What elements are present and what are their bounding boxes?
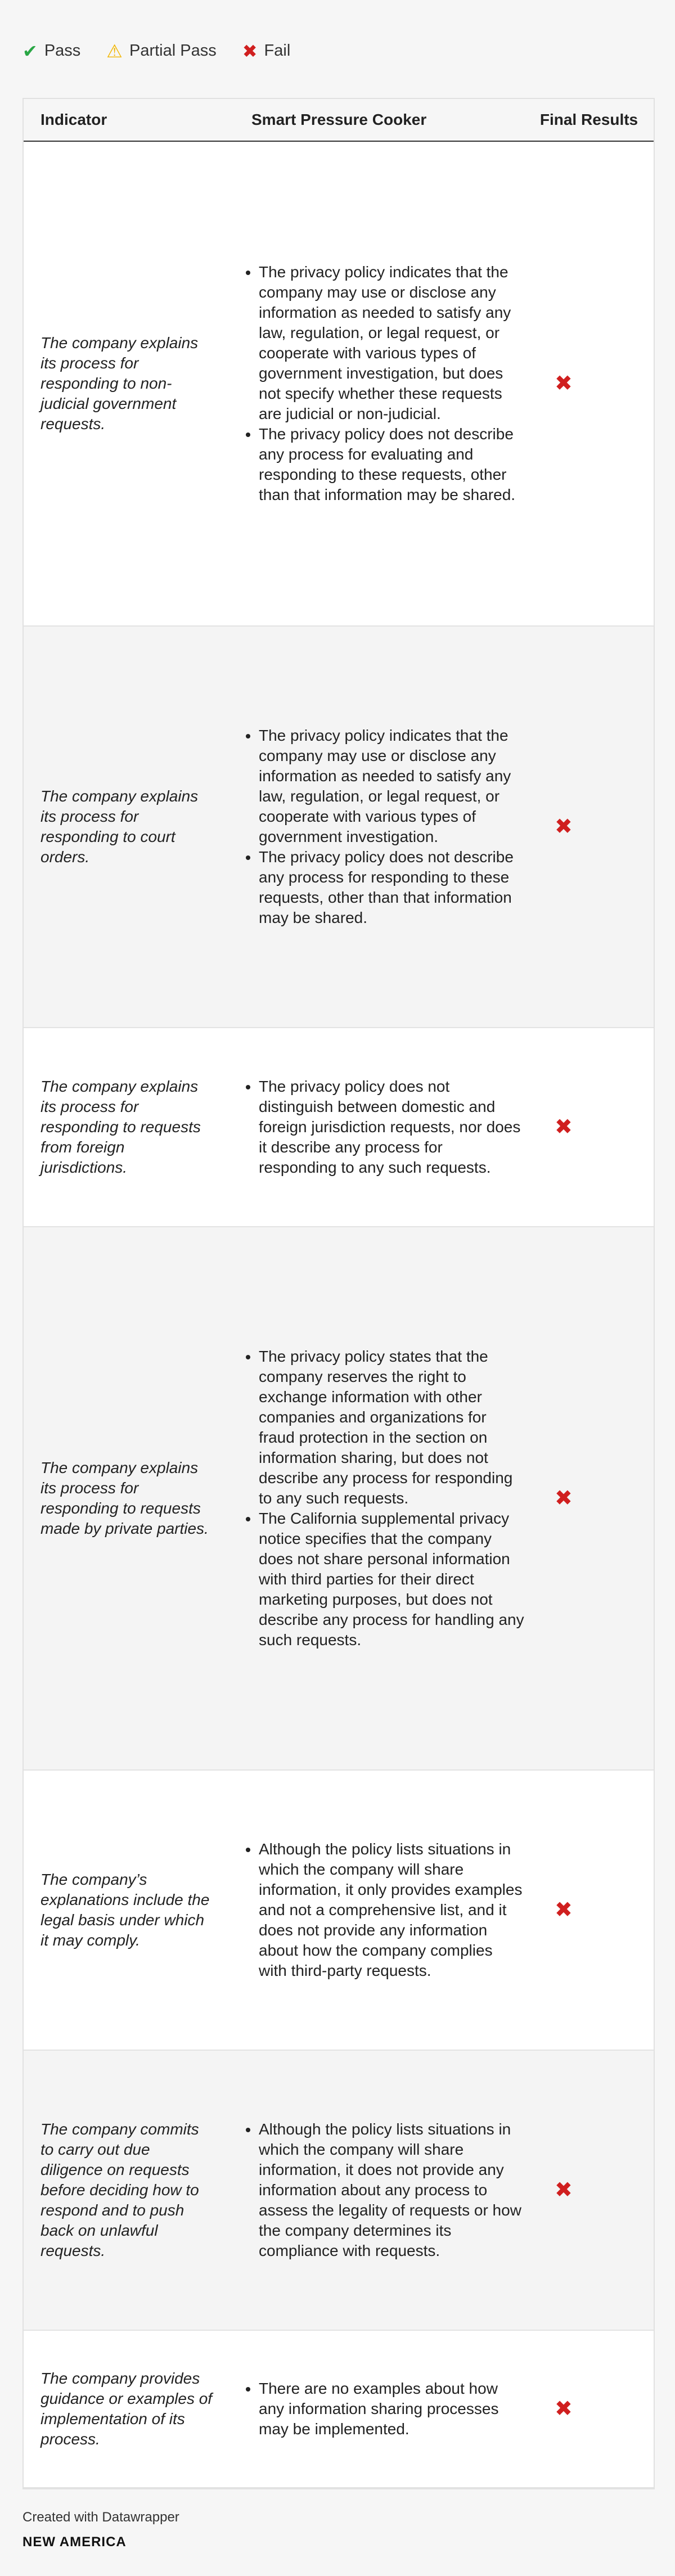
header-product[interactable]: Smart Pressure Cooker bbox=[232, 99, 530, 141]
warning-icon: ⚠ bbox=[106, 40, 123, 61]
table-row bbox=[24, 1227, 654, 1770]
findings-cell bbox=[232, 1770, 530, 2050]
fail-icon: ✖ bbox=[555, 372, 573, 395]
table-row bbox=[24, 141, 654, 626]
finding-item: • The California supplemental privacy notice specifies that the company does not share personal information with third parties for their direct marketing purposes, but does not describe any process for handling any such requests. bbox=[259, 1508, 524, 1650]
finding-item: • The privacy policy indicates that the company may use or disclose any information as needed to satisfy any law, regulation, or legal request, or cooperate with various types of government investigation, but does not specify whether these requests are judicial or non-judicial. bbox=[259, 262, 524, 424]
result-cell bbox=[530, 1028, 654, 1227]
table-row bbox=[24, 626, 654, 1028]
legend-item-partial bbox=[106, 42, 216, 60]
result-cell bbox=[530, 626, 654, 1028]
findings-cell bbox=[232, 2050, 530, 2330]
findings-cell bbox=[232, 1028, 530, 1227]
indicator-cell: The company’s explanations include the legal basis under which it may comply. bbox=[24, 1770, 232, 2050]
indicator-cell: The company provides guidance or examples of implementation of its process. bbox=[24, 2330, 232, 2488]
legend bbox=[22, 42, 290, 60]
legend-item-pass bbox=[22, 42, 80, 60]
finding-item: • The privacy policy does not distinguish between domestic and foreign jurisdiction requests, nor does it describe any process for responding to any such requests. bbox=[259, 1077, 524, 1178]
finding-item: • Although the policy lists situations in which the company will share information, it only provides examples and not a comprehensive list, and it does not provide any information about how the company complies with third-party requests. bbox=[259, 1839, 524, 1981]
datawrapper-credit[interactable]: Created with Datawrapper bbox=[22, 2510, 179, 2525]
indicator-cell: The company explains its process for responding to requests made by private parties. bbox=[24, 1227, 232, 1770]
finding-item: • There are no examples about how any information sharing processes may be implemented. bbox=[259, 2379, 524, 2439]
table-header-row bbox=[24, 99, 654, 141]
check-icon: ✔ bbox=[22, 40, 38, 61]
indicator-cell: The company explains its process for responding to non-judicial government requests. bbox=[24, 141, 232, 626]
fail-icon: ✖ bbox=[555, 815, 573, 839]
table-row bbox=[24, 1028, 654, 1227]
fail-icon: ✖ bbox=[555, 1898, 573, 1922]
table-row bbox=[24, 1770, 654, 2050]
result-cell bbox=[530, 141, 654, 626]
result-cell bbox=[530, 2050, 654, 2330]
fail-icon: ✖ bbox=[555, 2397, 573, 2421]
legend-label-partial: Partial Pass bbox=[129, 42, 217, 60]
finding-item: • The privacy policy indicates that the company may use or disclose any information as needed to satisfy any law, regulation, or legal request, or cooperate with various types of government investigation. bbox=[259, 726, 524, 847]
findings-cell bbox=[232, 141, 530, 626]
indicator-cell: The company explains its process for responding to requests from foreign jurisdictions. bbox=[24, 1028, 232, 1227]
findings-cell bbox=[232, 2330, 530, 2488]
cross-icon: ✖ bbox=[242, 40, 258, 61]
indicator-cell: The company explains its process for responding to court orders. bbox=[24, 626, 232, 1028]
findings-cell bbox=[232, 1227, 530, 1770]
fail-icon: ✖ bbox=[555, 1487, 573, 1510]
brand-logo: NEW AMERICA bbox=[22, 2534, 127, 2550]
fail-icon: ✖ bbox=[555, 2178, 573, 2202]
legend-label-fail: Fail bbox=[264, 42, 291, 60]
header-indicator[interactable]: Indicator bbox=[24, 99, 232, 141]
table-row bbox=[24, 2330, 654, 2488]
header-final-results[interactable]: Final Results bbox=[530, 99, 654, 141]
finding-item: • The privacy policy does not describe any process for evaluating and responding to these requests, other than that information may be shared. bbox=[259, 424, 524, 505]
legend-label-pass: Pass bbox=[44, 42, 81, 60]
results-table bbox=[22, 98, 655, 2489]
findings-cell bbox=[232, 626, 530, 1028]
result-cell bbox=[530, 1770, 654, 2050]
legend-item-fail bbox=[242, 42, 291, 60]
result-cell bbox=[530, 1227, 654, 1770]
finding-item: • The privacy policy does not describe any process for responding to these requests, other than that information may be shared. bbox=[259, 847, 524, 928]
result-cell bbox=[530, 2330, 654, 2488]
finding-item: • The privacy policy states that the company reserves the right to exchange information with other companies and organizations for fraud protection in the section on information sharing, but does not describe any process for responding to any such requests. bbox=[259, 1346, 524, 1508]
table-row bbox=[24, 2050, 654, 2330]
finding-item: • Although the policy lists situations in which the company will share information, it does not provide any information about any process to assess the legality of requests or how the company determines its compliance with requests. bbox=[259, 2119, 524, 2261]
fail-icon: ✖ bbox=[555, 1115, 573, 1139]
indicator-cell: The company commits to carry out due diligence on requests before deciding how to respond and to push back on unlawful requests. bbox=[24, 2050, 232, 2330]
